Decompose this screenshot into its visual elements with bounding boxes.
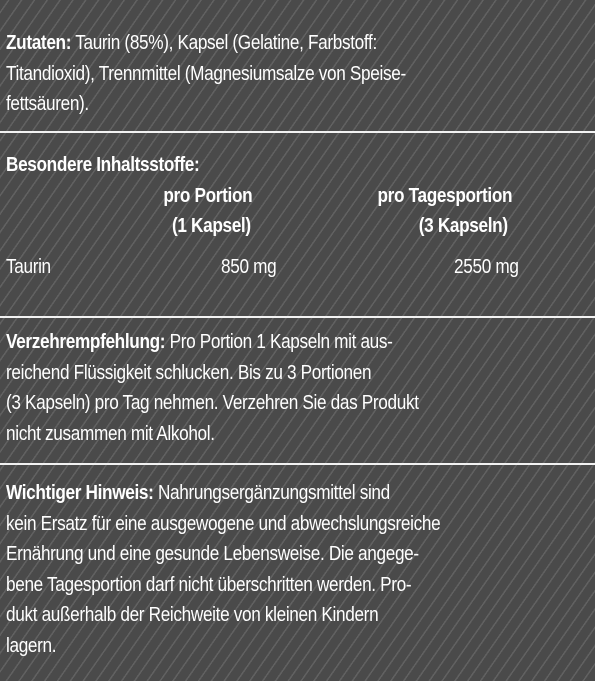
portion-header: pro Portion	[163, 184, 253, 207]
intake-text	[6, 327, 588, 449]
daily-portion-header-amount: (3 Kapseln)	[418, 215, 508, 237]
substances-heading-row	[6, 150, 588, 181]
notice-line-3: Ernährung und eine gesunde Lebensweise. Die angege-	[6, 543, 419, 565]
notice-heading: Wichtiger Hinweis:	[6, 482, 154, 504]
ingredients-line-3: fettsäuren).	[6, 93, 89, 115]
notice-line-1: Nahrungsergänzungsmittel sind	[153, 482, 390, 504]
notice-section	[6, 478, 589, 661]
intake-line-2: reichend Flüssigkeit schlucken. Bis zu 3 Portionen	[6, 361, 372, 384]
ingredients-line-1: Taurin (85%), Kapsel (Gelatine, Farbstoff:	[71, 32, 377, 54]
divider	[0, 316, 595, 318]
divider	[0, 463, 595, 465]
notice-line-5: dukt außerhalb der Reichweite von kleinen Kindern	[6, 604, 379, 626]
ingredients-line-2: Titandioxid), Trennmittel (Magnesiumsalze von Speise-	[6, 62, 406, 85]
substances-section	[6, 150, 589, 292]
ingredients-heading: Zutaten:	[6, 32, 72, 54]
intake-line-3: (3 Kapseln) pro Tag nehmen. Verzehren Sie das Produkt	[6, 392, 419, 414]
table-row	[6, 252, 588, 283]
substance-portion-amount: 850 mg	[221, 255, 277, 278]
substances-heading: Besondere Inhaltsstoffe:	[6, 154, 200, 176]
notice-line-4: bene Tagesportion darf nicht überschritten werden. Pro-	[6, 573, 412, 596]
ingredients-text	[6, 28, 588, 120]
portion-header-amount: (1 Kapsel)	[171, 215, 251, 237]
ingredients-section	[6, 28, 589, 120]
intake-heading: Verzehrempfehlung:	[6, 331, 166, 353]
intake-line-4: nicht zusammen mit Alkohol.	[6, 422, 215, 445]
substance-name: Taurin	[6, 255, 51, 278]
intake-section	[6, 327, 589, 449]
notice-text	[6, 478, 588, 661]
substances-header-row-1	[6, 181, 588, 212]
notice-line-6: lagern.	[6, 634, 57, 657]
notice-line-2: kein Ersatz für eine ausgewogene und abwechslungsreiche	[6, 512, 441, 535]
daily-portion-header: pro Tagesportion	[377, 184, 513, 207]
substances-header-row-2	[6, 211, 588, 242]
intake-line-1: Pro Portion 1 Kapseln mit aus-	[165, 331, 393, 353]
divider	[0, 131, 595, 133]
substances-table	[6, 150, 588, 282]
substance-daily-amount: 2550 mg	[454, 255, 519, 278]
